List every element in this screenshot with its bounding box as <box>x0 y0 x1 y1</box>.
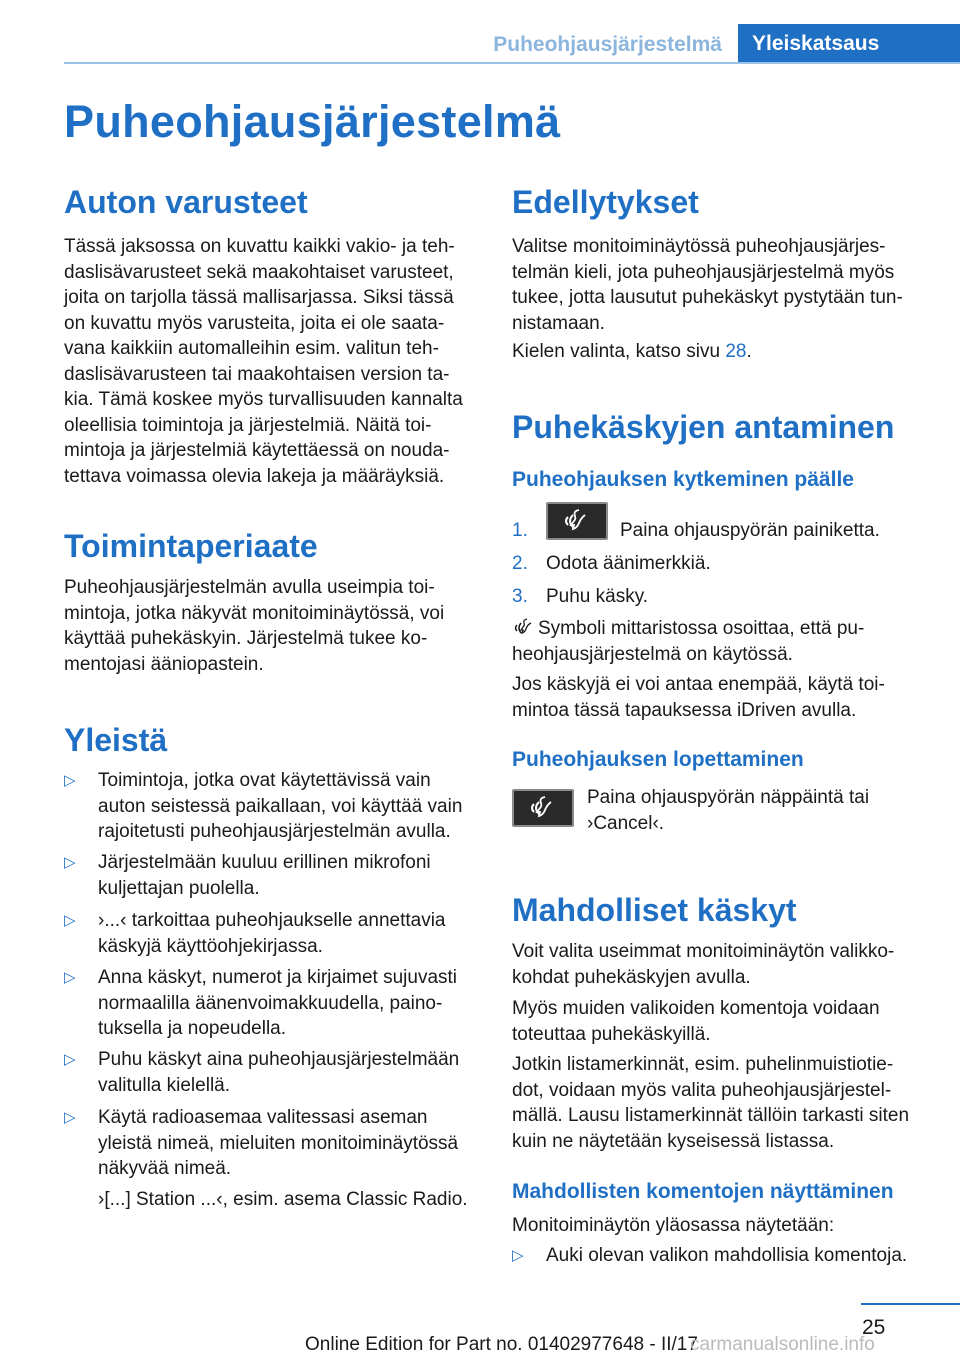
footer-edition: Online Edition for Part no. 01402977648 - II/17 <box>305 1334 698 1355</box>
heading-puhekaskyjen-antaminen: Puhekäskyjen antaminen <box>512 409 895 445</box>
triangle-bullet-icon: ▷ <box>64 854 76 871</box>
watermark: carmanualsonline.info <box>690 1334 875 1355</box>
heading-edellytykset: Edellytykset <box>512 184 699 220</box>
page-title: Puheohjausjärjestelmä <box>64 96 561 147</box>
page-number: 25 <box>862 1316 886 1339</box>
paragraph-komennot: Myös muiden valikoiden komentoja voidaan toteuttaa puhekäskyillä. <box>512 998 880 1045</box>
heading-yleista: Yleistä <box>64 722 168 758</box>
voice-button-icon <box>546 502 608 540</box>
heading-toimintaperiaate: Toimintaperiaate <box>64 528 318 564</box>
paragraph-idrive: Jos käskyjä ei voi antaa enempää, käytä toi‐ mintoa tässä tapauksessa iDriven avulla. <box>512 674 885 721</box>
paragraph-auton-varusteet: Tässä jaksossa on kuvattu kaikki vakio- ja teh‐ daslisävarusteet sekä maakohtaiset varusteet, joita on tarjolla tässä mallisarjassa. Siksi tässä on kuvattu myös varusteita, joita ei ole saata‐ vana kaikkiin automalleihin esim. valitun teh‐ daslisävarusteen tai maakohtaisen version ta‐ kia. Tämä koskee myös turvallisuuden kannalta oleellisia toimintoja ja järjestelmiä. Näitä toi‐ mintoja ja järjestelmiä käytettäessä on nouda‐ tettava voimassa olevia lakeja ja määräyksiä. <box>64 236 463 487</box>
paragraph-listamerkinnat: Jotkin listamerkinnät, esim. puhelinmuistiotie‐ dot, voidaan myös valita puheohjausjärjestel‐ mällä. Lausu listamerkinnät tällöin tarkasti siten kuin ne näytetään kyseisessä listassa. <box>512 1054 910 1152</box>
triangle-bullet-icon: ▷ <box>512 1247 524 1264</box>
triangle-bullet-icon: ▷ <box>64 912 76 929</box>
triangle-bullet-icon: ▷ <box>64 772 76 789</box>
subheading-nayttaminen: Mahdollisten komentojen näyttäminen <box>512 1180 894 1203</box>
subheading-lopettaminen: Puheohjauksen lopettaminen <box>512 748 804 771</box>
example-command: ›[...] Station ...‹, esim. asema Classic Radio. <box>98 1189 468 1210</box>
header-divider <box>64 62 960 64</box>
voice-symbol-icon <box>512 617 534 637</box>
paragraph-edellytykset: Valitse monitoiminäytössä puheohjausjärjes‐ telmän kieli, jota puheohjausjärjestelmä myös tukee, jotta lausutut puhekäskyt pystytään tun‐ nistamaan. <box>512 236 903 334</box>
paragraph-toimintaperiaate: Puheohjausjärjestelmän avulla useimpia toi‐ mintoja, jotka näkyvät monitoiminäytössä, voi käyttää puhekäskyin. Järjestelmä tukee ko‐ mentojasi ääniopastein. <box>64 577 445 675</box>
header-section-title: Puheohjausjärjestelmä <box>493 33 722 56</box>
page-link-28[interactable]: 28 <box>725 341 747 362</box>
paragraph-ylaosa: Monitoiminäytön yläosassa näytetään: <box>512 1215 835 1236</box>
header-tab: Yleiskatsaus <box>738 24 960 64</box>
list-item: 2. Odota äänimerkkiä. <box>512 553 711 574</box>
subheading-kytkeminen: Puheohjauksen kytkeminen päälle <box>512 468 854 491</box>
heading-auton-varusteet: Auton varusteet <box>64 184 308 220</box>
paragraph-valikot: Voit valita useimmat monitoiminäytön valikko‐ kohdat puhekäskyjen avulla. <box>512 941 895 988</box>
paragraph-stop: Paina ohjauspyörän näppäintä tai ›Cancel‹. <box>587 787 870 834</box>
voice-button-icon <box>512 789 574 827</box>
language-reference: Kielen valinta, katso sivu 28. <box>512 341 752 362</box>
list-item: 3. Puhu käsky. <box>512 586 649 607</box>
triangle-bullet-icon: ▷ <box>64 1051 76 1068</box>
paragraph-symbol: Symboli mittaristossa osoittaa, että pu‐ heohjausjärjestelmä on käytössä. <box>512 618 865 665</box>
list-item: 1. Paina ohjauspyörän painiketta. <box>512 518 932 548</box>
triangle-bullet-icon: ▷ <box>64 1109 76 1126</box>
footer-divider <box>861 1303 960 1305</box>
triangle-bullet-icon: ▷ <box>64 969 76 986</box>
heading-mahdolliset-kaskyt: Mahdolliset käskyt <box>512 892 797 928</box>
